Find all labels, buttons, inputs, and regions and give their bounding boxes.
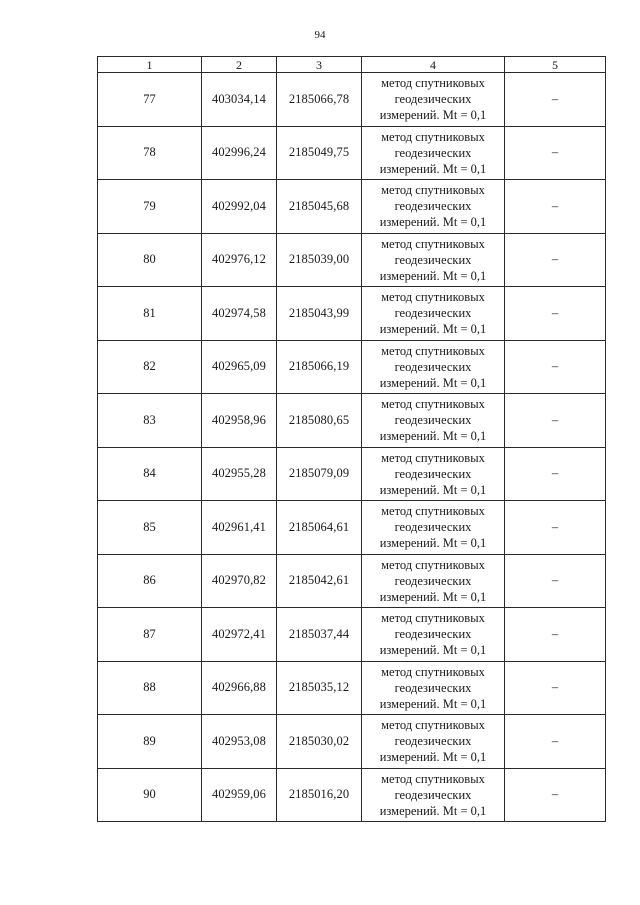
method-line: метод спутниковых — [381, 718, 485, 733]
y-coordinate-cell: 2185080,65 — [277, 394, 362, 448]
method-line: геодезических — [394, 92, 472, 107]
method-line: измерений. Mt = 0,1 — [379, 589, 487, 604]
method-line: измерений. Mt = 0,1 — [379, 268, 487, 283]
point-number-cell: 85 — [98, 501, 202, 555]
y-coordinate-cell: 2185016,20 — [277, 768, 362, 822]
note-cell: – — [505, 501, 606, 555]
header-col-4: 4 — [362, 57, 505, 73]
method-cell — [362, 126, 505, 180]
y-coordinate-cell: 2185066,78 — [277, 73, 362, 127]
x-coordinate-cell: 403034,14 — [202, 73, 277, 127]
method-line: измерений. Mt = 0,1 — [379, 161, 487, 176]
point-number-cell: 82 — [98, 340, 202, 394]
point-number-cell: 90 — [98, 768, 202, 822]
note-cell: – — [505, 661, 606, 715]
x-coordinate-cell: 402974,58 — [202, 287, 277, 341]
method-line: геодезических — [394, 680, 472, 695]
point-number-cell: 78 — [98, 126, 202, 180]
point-number-cell: 77 — [98, 73, 202, 127]
method-cell — [362, 447, 505, 501]
y-coordinate-cell: 2185066,19 — [277, 340, 362, 394]
method-line: геодезических — [394, 145, 472, 160]
method-line: геодезических — [394, 306, 472, 321]
header-col-2: 2 — [202, 57, 277, 73]
method-line: метод спутниковых — [381, 290, 485, 305]
y-coordinate-cell: 2185030,02 — [277, 715, 362, 769]
method-cell — [362, 661, 505, 715]
x-coordinate-cell: 402966,88 — [202, 661, 277, 715]
y-coordinate-cell: 2185043,99 — [277, 287, 362, 341]
method-line: метод спутниковых — [381, 236, 485, 251]
method-line: метод спутниковых — [381, 611, 485, 626]
method-cell — [362, 73, 505, 127]
method-cell — [362, 768, 505, 822]
method-line: измерений. Mt = 0,1 — [379, 643, 487, 658]
method-line: геодезических — [394, 252, 472, 267]
method-cell — [362, 233, 505, 287]
method-line: геодезических — [394, 627, 472, 642]
y-coordinate-cell: 2185045,68 — [277, 180, 362, 234]
note-cell: – — [505, 554, 606, 608]
method-line: метод спутниковых — [381, 664, 485, 679]
table-header-row — [98, 57, 606, 73]
y-coordinate-cell: 2185042,61 — [277, 554, 362, 608]
point-number-cell: 80 — [98, 233, 202, 287]
table-row — [98, 554, 606, 608]
method-line: геодезических — [394, 199, 472, 214]
table-row — [98, 501, 606, 555]
method-cell — [362, 608, 505, 662]
point-number-cell: 79 — [98, 180, 202, 234]
note-cell: – — [505, 394, 606, 448]
method-cell — [362, 340, 505, 394]
method-line: измерений. Mt = 0,1 — [379, 322, 487, 337]
method-line: метод спутниковых — [381, 771, 485, 786]
method-line: измерений. Mt = 0,1 — [379, 429, 487, 444]
note-cell: – — [505, 340, 606, 394]
method-line: метод спутниковых — [381, 397, 485, 412]
method-line: измерений. Mt = 0,1 — [379, 696, 487, 711]
method-line: измерений. Mt = 0,1 — [379, 375, 487, 390]
coordinates-table — [97, 56, 606, 822]
point-number-cell: 89 — [98, 715, 202, 769]
x-coordinate-cell: 402976,12 — [202, 233, 277, 287]
y-coordinate-cell: 2185037,44 — [277, 608, 362, 662]
method-cell — [362, 715, 505, 769]
note-cell: – — [505, 608, 606, 662]
method-cell — [362, 180, 505, 234]
x-coordinate-cell: 402972,41 — [202, 608, 277, 662]
x-coordinate-cell: 402955,28 — [202, 447, 277, 501]
method-line: измерений. Mt = 0,1 — [379, 482, 487, 497]
x-coordinate-cell: 402992,04 — [202, 180, 277, 234]
note-cell: – — [505, 715, 606, 769]
method-line: измерений. Mt = 0,1 — [379, 750, 487, 765]
header-col-5: 5 — [505, 57, 606, 73]
table-row — [98, 126, 606, 180]
method-line: метод спутниковых — [381, 557, 485, 572]
x-coordinate-cell: 402970,82 — [202, 554, 277, 608]
note-cell: – — [505, 126, 606, 180]
table-row — [98, 447, 606, 501]
method-line: геодезических — [394, 573, 472, 588]
method-line: геодезических — [394, 466, 472, 481]
method-line: метод спутниковых — [381, 343, 485, 358]
method-line: метод спутниковых — [381, 183, 485, 198]
table-row — [98, 661, 606, 715]
point-number-cell: 84 — [98, 447, 202, 501]
header-col-1: 1 — [98, 57, 202, 73]
table-row — [98, 608, 606, 662]
table-row — [98, 715, 606, 769]
method-line: измерений. Mt = 0,1 — [379, 803, 487, 818]
point-number-cell: 86 — [98, 554, 202, 608]
method-line: геодезических — [394, 359, 472, 374]
method-line: метод спутниковых — [381, 129, 485, 144]
method-line: метод спутниковых — [381, 450, 485, 465]
note-cell: – — [505, 768, 606, 822]
x-coordinate-cell: 402959,06 — [202, 768, 277, 822]
method-line: измерений. Mt = 0,1 — [379, 108, 487, 123]
page-number: 94 — [314, 29, 326, 41]
point-number-cell: 81 — [98, 287, 202, 341]
y-coordinate-cell: 2185049,75 — [277, 126, 362, 180]
method-line: геодезических — [394, 734, 472, 749]
y-coordinate-cell: 2185064,61 — [277, 501, 362, 555]
method-line: геодезических — [394, 787, 472, 802]
y-coordinate-cell: 2185039,00 — [277, 233, 362, 287]
method-line: метод спутниковых — [381, 76, 485, 91]
note-cell: – — [505, 233, 606, 287]
header-col-3: 3 — [277, 57, 362, 73]
note-cell: – — [505, 73, 606, 127]
method-line: измерений. Mt = 0,1 — [379, 215, 487, 230]
table-row — [98, 180, 606, 234]
table-body — [98, 73, 606, 822]
point-number-cell: 88 — [98, 661, 202, 715]
note-cell: – — [505, 447, 606, 501]
method-line: метод спутниковых — [381, 504, 485, 519]
point-number-cell: 83 — [98, 394, 202, 448]
method-cell — [362, 287, 505, 341]
method-line: геодезических — [394, 413, 472, 428]
y-coordinate-cell: 2185035,12 — [277, 661, 362, 715]
table-row — [98, 340, 606, 394]
y-coordinate-cell: 2185079,09 — [277, 447, 362, 501]
x-coordinate-cell: 402965,09 — [202, 340, 277, 394]
point-number-cell: 87 — [98, 608, 202, 662]
method-line: измерений. Mt = 0,1 — [379, 536, 487, 551]
x-coordinate-cell: 402953,08 — [202, 715, 277, 769]
table-row — [98, 73, 606, 127]
method-line: геодезических — [394, 520, 472, 535]
x-coordinate-cell: 402958,96 — [202, 394, 277, 448]
method-cell — [362, 554, 505, 608]
table-row — [98, 768, 606, 822]
table-row — [98, 287, 606, 341]
note-cell: – — [505, 287, 606, 341]
x-coordinate-cell: 402996,24 — [202, 126, 277, 180]
table-row — [98, 394, 606, 448]
note-cell: – — [505, 180, 606, 234]
table-row — [98, 233, 606, 287]
method-cell — [362, 501, 505, 555]
x-coordinate-cell: 402961,41 — [202, 501, 277, 555]
method-cell — [362, 394, 505, 448]
